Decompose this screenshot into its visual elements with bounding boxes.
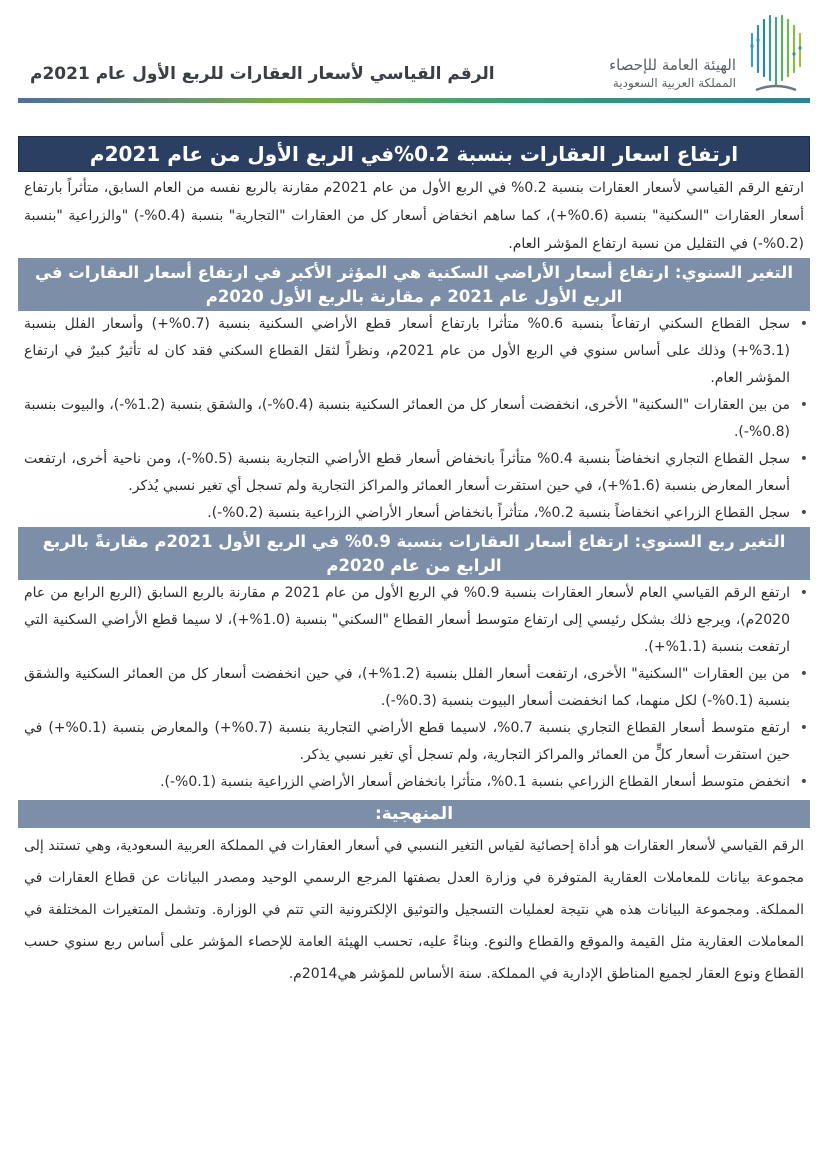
methodology-paragraph: الرقم القياسي لأسعار العقارات هو أداة إحصائية لقياس التغير النسبي في أسعار العقارات في المملكة العربية السعودية، وهي تستند إلى مجموعة بيانات للمعاملات العقارية المتوفرة في وزارة العدل بصفتها المرجع الرسمي الوحيد ومصدر البيانات عن قطاع العقارات في المملكة. ومجموعة البيانات هذه هي نتيجة لعمليات التسجيل والتوثيق الإلكترونية التي تتم في الوزارة. وتشمل المتغيرات المختلفة في المعاملات العقارية مثل القيمة والموقع والقطاع والنوع. وبناءً عليه، تحسب الهيئة العامة للإحصاء المؤشر على أساس ربع سنوي حسب القطاع ونوع العقار لجميع المناطق الإدارية في المملكة. سنة الأساس للمؤشر هي2014م. (24, 838, 804, 982)
annual-bullet-list (18, 311, 810, 527)
bullet-icon: • (799, 316, 808, 332)
intro-paragraph: ارتفع الرقم القياسي لأسعار العقارات بنسبة 0.2% في الربع الأول من عام 2021م مقارنة بالربع نفسه من العام السابق، متأثراً بارتفاع أسعار العقارات "السكنية" بنسبة (0.6%+)، كما ساهم انخفاض أسعار كل من العقارات "التجارية" بنسبة (0.4%-) "والزراعية "بنسبة (0.2%-) في التقليل من نسبة ارتفاع المؤشر العام. (24, 180, 804, 252)
list-item-text: سجل القطاع التجاري انخفاضاً بنسبة 0.4% متأثراً بانخفاض أسعار قطع الأراضي التجارية بنسبة (0.5%-)، ومن ناحية أخرى، ارتفعت أسعار المعارض بنسبة (1.6%+)، في حين استقرت أسعار العمائر والمراكز التجارية ولم تسجل أي تغير نسبي يُذكر. (24, 451, 791, 494)
list-item (24, 715, 808, 769)
list-item-text: من بين العقارات "السكنية" الأخرى، انخفضت أسعار كل من العمائر السكنية بنسبة (0.4%-)، والشقق بنسبة (1.2%-)، والبيوت بنسبة (0.8%-). (24, 397, 790, 440)
org-name: الهيئة العامة للإحصاء (609, 56, 736, 74)
page-header (0, 0, 828, 110)
list-item (24, 661, 808, 715)
org-country: المملكة العربية السعودية (612, 75, 736, 90)
quarterly-change-heading: التغير ربع السنوي: ارتفاع أسعار العقارات بنسبة 0.9% في الربع الأول 2021م مقارنةً بالربع الرابع من عام 2020م (18, 527, 810, 580)
main-headline: ارتفاع اسعار العقارات بنسبة 0.2%في الربع الأول من عام 2021م (18, 136, 810, 172)
gastat-logo-icon (748, 14, 804, 96)
list-item (24, 446, 808, 500)
bullet-icon: • (799, 505, 808, 521)
bullet-icon: • (799, 397, 808, 413)
list-item-text: انخفض متوسط أسعار القطاع الزراعي بنسبة 0.1%، متأثرا بانخفاض أسعار الأراضي الزراعية بنسبة (0.1%-). (160, 774, 790, 790)
list-item (24, 769, 808, 796)
list-item-text: سجل القطاع الزراعي انخفاضاً بنسبة 0.2%، متأثراً بانخفاض أسعار الأراضي الزراعية بنسبة (0.2%-). (207, 505, 790, 521)
bullet-icon: • (799, 774, 808, 790)
list-item-text: ارتفع الرقم القياسي العام لأسعار العقارات بنسبة 0.9% في الربع الأول من عام 2021 م مقارنة بالربع السابق (الربع الرابع من عام 2020م)، ويرجع ذلك بشكل رئيسي إلى ارتفاع متوسط أسعار القطاع "السكني" بنسبة (1.0%+)، لا سيما قطع الأراضي السكنية التي ارتفعت بنسبة (1.1%+). (24, 585, 791, 655)
content (18, 136, 810, 990)
bullet-icon: • (799, 720, 808, 736)
list-item (24, 580, 808, 661)
list-item-text: سجل القطاع السكني ارتفاعاً بنسبة 0.6% متأثرا بارتفاع أسعار قطع الأراضي السكنية بنسبة (0.7%+) وأسعار الفلل بنسبة (3.1%+) وذلك على أساس سنوي في الربع الأول من عام 2021م، ونظراً لثقل القطاع السكني فقد كان له تأثيرٌ كبيرٌ في ارتفاع المؤشر العام. (24, 316, 790, 386)
bullet-icon: • (799, 451, 808, 467)
bullet-icon: • (799, 585, 808, 601)
list-item-text: ارتفع متوسط أسعار القطاع التجاري بنسبة 0.7%، لاسيما قطع الأراضي التجارية بنسبة (0.7%+) والمعارض بنسبة (0.1%+) في حين استقرت أسعار كلٍّ من العمائر والمراكز التجارية، ولم تسجل أي تغير نسبي يذكر. (24, 720, 790, 763)
list-item (24, 392, 808, 446)
list-item (24, 500, 808, 527)
org-block (609, 56, 736, 91)
document-title: الرقم القياسي لأسعار العقارات للربع الأول عام 2021م (30, 64, 495, 84)
list-item (24, 311, 808, 392)
header-divider (18, 98, 810, 103)
bullet-icon: • (799, 666, 808, 682)
quarterly-bullet-list (18, 580, 810, 796)
methodology-heading: المنهجية: (18, 800, 810, 828)
list-item-text: من بين العقارات "السكنية" الأخرى، ارتفعت أسعار الفلل بنسبة (1.2%+)، في حين انخفضت أسعار كل من العمائر السكنية والشقق بنسبة (0.1%-) لكل منهما، كما انخفضت أسعار البيوت بنسبة (0.3%-). (24, 666, 790, 709)
annual-change-heading: التغير السنوي: ارتفاع أسعار الأراضي السكنية هي المؤثر الأكبر في ارتفاع أسعار العقارات في الربع الأول عام 2021 م مقارنة بالربع الأول 2020م (18, 258, 810, 311)
